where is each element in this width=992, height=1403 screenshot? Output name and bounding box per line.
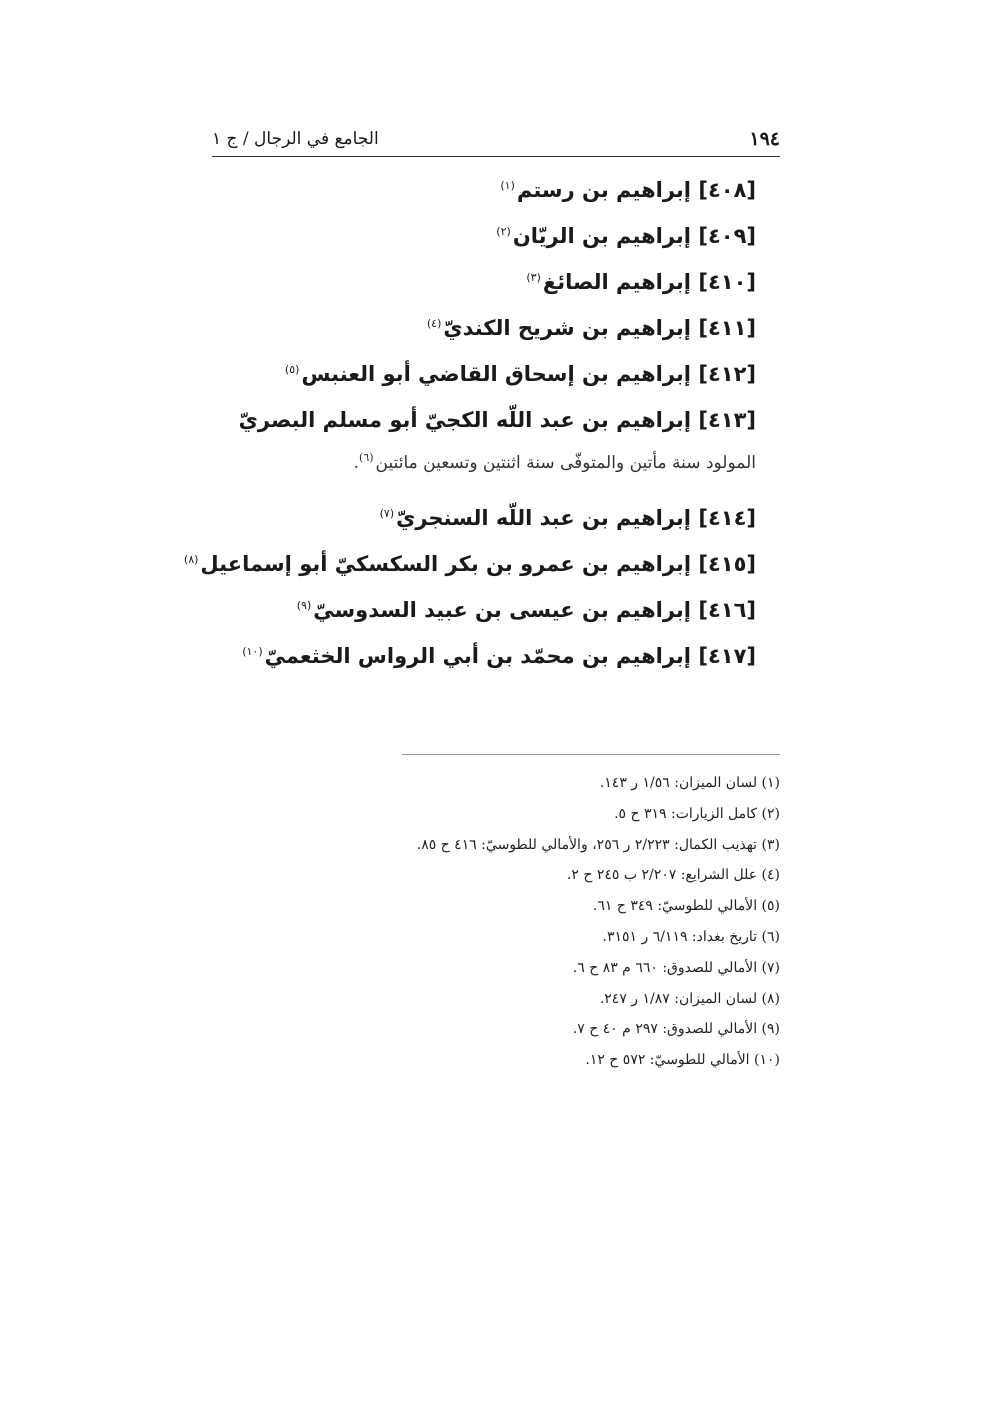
entry-414 (236, 498, 756, 544)
entry-413-description (236, 446, 756, 498)
entry-410 (236, 262, 756, 308)
entry-number: [٤١٣] (698, 408, 756, 432)
entry-411 (236, 308, 756, 354)
entry-417 (236, 636, 756, 682)
footnote-ref: (٧) (379, 507, 395, 520)
entry-number: [٤١١] (698, 316, 756, 340)
entry-number: [٤١٠] (698, 270, 756, 294)
entry-name: إبراهيم الصائغ (542, 270, 692, 294)
description-text: المولود سنة مأتين والمتوفّى سنة اثنتين وتسعين مائتين (375, 453, 756, 473)
footnote-ref: (٩) (296, 599, 312, 612)
footnote-7: (٧) الأمالي للصدوق: ٦٦٠ م ٨٣ ح ٦. (572, 959, 780, 976)
entry-408 (236, 170, 756, 216)
entry-number: [٤١٤] (698, 506, 756, 530)
footnote-ref: (٣) (526, 271, 541, 284)
entry-413 (236, 400, 756, 446)
footnote-6: (٦) تاريخ بغداد: ٦/١١٩ ر ٣١٥١. (602, 928, 780, 945)
footnote-ref: (١٠) (242, 645, 263, 658)
entry-name: إبراهيم بن شريح الكنديّ (443, 316, 692, 340)
page-header (212, 122, 780, 156)
footnote-list (220, 768, 780, 1076)
entry-409 (236, 216, 756, 262)
entry-number: [٤٠٨] (698, 178, 756, 202)
footnote-8: (٨) لسان الميزان: ١/٨٧ ر ٢٤٧. (599, 990, 780, 1007)
page-number: ١٩٤ (749, 128, 780, 150)
footnote-ref: (٨) (183, 553, 199, 566)
footnote-3: (٣) تهذيب الكمال: ٢/٢٢٣ ر ٢٥٦، والأمالي للطوسيّ: ٤١٦ ح ٨٥. (416, 836, 780, 853)
footnote-ref: (٢) (496, 225, 511, 238)
footnote-9: (٩) الأمالي للصدوق: ٢٩٧ م ٤٠ ح ٧. (572, 1021, 780, 1038)
footnote-ref: (١) (500, 179, 515, 192)
footnote-ref: (٤) (426, 317, 442, 330)
entry-name: إبراهيم بن إسحاق القاضي أبو العنبس (301, 362, 692, 386)
entry-name: إبراهيم بن عمرو بن بكر السكسكيّ أبو إسماعيل (200, 552, 692, 576)
entry-name: إبراهيم بن عبد اللّه السنجريّ (396, 506, 692, 530)
entry-number: [٤١٥] (698, 552, 756, 576)
entry-415 (183, 544, 756, 590)
footnote-4: (٤) علل الشرايع: ٢/٢٠٧ ب ٢٤٥ ح ٢. (566, 867, 780, 884)
footnote-separator (402, 754, 780, 755)
entry-number: [٤١٧] (698, 644, 756, 668)
entry-number: [٤١٦] (698, 598, 756, 622)
entry-name: إبراهيم بن محمّد بن أبي الرواس الخثعميّ (264, 644, 692, 668)
entry-412 (236, 354, 756, 400)
description-end: . (353, 453, 360, 473)
footnote-1: (١) لسان الميزان: ١/٥٦ ر ١٤٣. (599, 775, 780, 791)
entry-number: [٤١٢] (698, 362, 756, 386)
entry-name: إبراهيم بن الريّان (512, 224, 692, 248)
footnote-ref: (٥) (284, 363, 300, 376)
entry-name: إبراهيم بن عبد اللّه الكجيّ أبو مسلم البصريّ (238, 408, 692, 432)
header-rule (212, 156, 780, 157)
entry-416 (236, 590, 756, 636)
footnote-2: (٢) كامل الزيارات: ٣١٩ ح ٥. (614, 805, 780, 822)
entry-name: إبراهيم بن عيسى بن عبيد السدوسيّ (313, 598, 692, 622)
footnote-10: (١٠) الأمالي للطوسيّ: ٥٧٢ ح ١٢. (585, 1052, 780, 1069)
entry-name: إبراهيم بن رستم (516, 178, 692, 202)
footnote-ref: (٦) (359, 451, 374, 465)
entry-number: [٤٠٩] (698, 224, 756, 248)
footnote-5: (٥) الأمالي للطوسيّ: ٣٤٩ ح ٦١. (592, 898, 780, 915)
entry-list (183, 170, 756, 682)
book-title: الجامع في الرجال / ج ١ (212, 129, 379, 149)
